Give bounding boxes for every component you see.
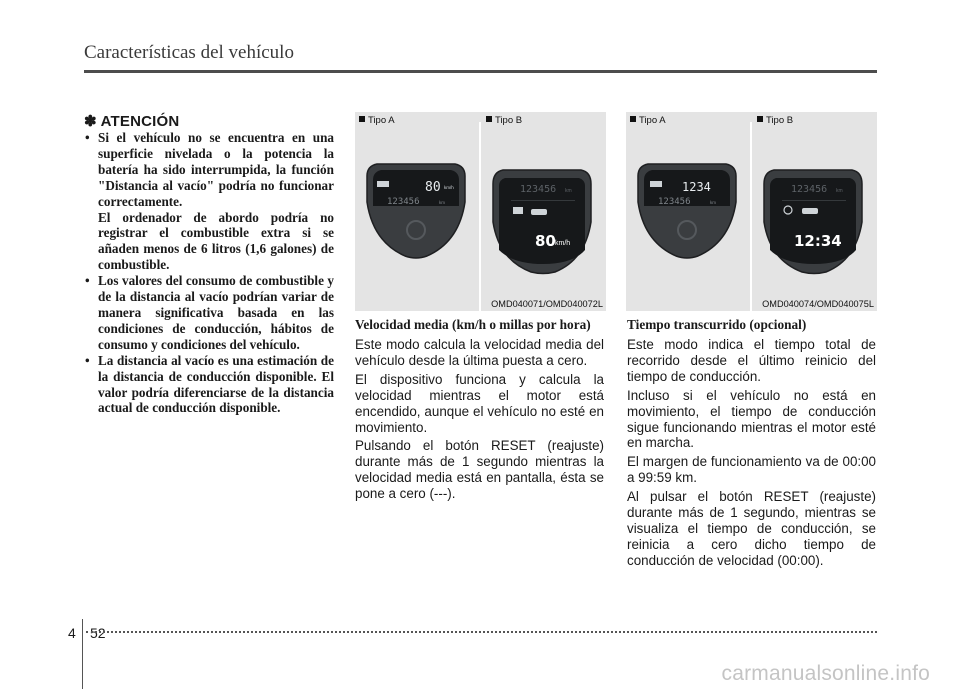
display-b-unit: km/h: [555, 240, 571, 247]
paragraph: El margen de funcionamiento va de 00:00 a 99:59 km.: [627, 454, 876, 486]
square-icon: [359, 116, 365, 122]
figure-divider: [479, 122, 481, 311]
figure-label-type-a: [630, 115, 666, 126]
fuel-average-icon: [513, 207, 523, 214]
page-number: 52: [90, 625, 106, 641]
figure-elapsed-time: [626, 112, 877, 311]
display-a-main: 80: [425, 180, 441, 195]
paragraph: Este modo indica el tiempo total de recorrido desde el último reinicio del tiempo de conducción.: [627, 337, 876, 384]
display-b-main: 12:34: [794, 232, 842, 250]
paragraph: Pulsando el botón RESET (reajuste) durante más de 1 segundo mientras la velocidad media está en pantalla, ésta se pone a cero (---).: [355, 438, 604, 502]
cluster-type-b: [764, 170, 862, 274]
figure-caption: OMD040071/OMD040072L: [491, 299, 603, 309]
car-icon: [650, 181, 662, 187]
page-number-separator: [82, 619, 83, 689]
footer-dotted-rule: [86, 631, 877, 633]
section-heading: Velocidad media (km/h o millas por hora): [355, 317, 591, 332]
bullet: •: [85, 130, 90, 145]
watermark: carmanualsonline.info: [721, 662, 930, 685]
section-average-speed: [355, 317, 604, 505]
square-icon: [486, 116, 492, 122]
section-heading: Tiempo transcurrido (opcional): [627, 317, 807, 332]
display-b-odo: 123456: [520, 184, 557, 195]
figure-label-type-b: [757, 115, 793, 126]
chapter-number: 4: [68, 625, 76, 641]
section-elapsed-time: [627, 317, 876, 572]
square-icon: [630, 116, 636, 122]
warning-item-text: Si el vehículo no se encuentra en una superficie nivelada o la potencia la batería ha sido interrumpida, la función "Distancia al vacío" podría no funcionar correctamente.: [98, 130, 334, 209]
car-icon: [802, 208, 818, 214]
cluster-type-a: [367, 164, 465, 258]
warning-item: [84, 130, 334, 273]
display-b-odo-unit: km: [565, 188, 572, 194]
warning-item-text: Los valores del consumo de combustible y de la distancia al vacío podrían variar de manera significativa basada en las condiciones de conducción, hábitos de consumo y condiciones del vehículo.: [98, 273, 334, 352]
display-b-main: 80: [535, 232, 556, 250]
display-b-odo: 123456: [791, 184, 828, 195]
figure-average-speed: [355, 112, 606, 311]
display-a-unit: km/h: [444, 185, 454, 190]
figure-label-type-b: [486, 115, 522, 126]
square-icon: [757, 116, 763, 122]
paragraph: Este modo calcula la velocidad media del vehículo desde la última puesta a cero.: [355, 337, 604, 368]
header-rule: [84, 70, 877, 73]
label-text: Tipo A: [368, 115, 395, 126]
bullet: •: [85, 273, 90, 289]
paragraph: Incluso si el vehículo no está en movimiento, el tiempo de conducción sigue funcionando mientras el motor esté en marcha.: [627, 387, 876, 451]
warning-item: [84, 353, 334, 417]
label-text: Tipo B: [766, 115, 794, 126]
display-a-odo-unit: km: [439, 200, 445, 205]
car-icon: [377, 181, 389, 187]
display-a-odo-unit: km: [710, 200, 716, 205]
warning-item-subtext: El ordenador de abordo podría no registrar el combustible extra si se añaden menos de 6 litros (1,6 galones) de combustible.: [98, 209, 334, 273]
paragraph: El dispositivo funciona y calcula la velocidad mientras el motor está encendido, aunque el vehículo no esté en movimiento.: [355, 371, 604, 435]
warning-list: [84, 130, 334, 416]
label-text: Tipo A: [639, 115, 666, 126]
warning-item: [84, 273, 334, 353]
display-a-main: 1234: [682, 180, 711, 194]
warning-item-text: La distancia al vacío es una estimación de la distancia de conducción disponible. El valor podría diferenciarse de la distancia actual de conducción disponible.: [98, 352, 334, 416]
figure-caption: OMD040074/OMD040075L: [762, 299, 874, 309]
warning-heading: ✽ ATENCIÓN: [84, 113, 180, 130]
car-icon: [531, 209, 547, 215]
bullet: •: [85, 352, 90, 368]
display-b-odo-unit: km: [836, 188, 843, 194]
display-a-odo: 123456: [387, 197, 420, 207]
cluster-type-b: [493, 170, 591, 274]
page-header-title: Características del vehículo: [84, 42, 294, 63]
figure-label-type-a: [359, 115, 395, 126]
paragraph: Al pulsar el botón RESET (reajuste) durante más de 1 segundo, mientras se visualiza el tiempo de conducción, se reinicia a cero dicho tiempo de conducción de velocidad (00:00).: [627, 489, 876, 568]
label-text: Tipo B: [495, 115, 523, 126]
display-a-odo: 123456: [658, 197, 691, 207]
figure-divider: [750, 122, 752, 311]
cluster-type-a: [638, 164, 736, 258]
